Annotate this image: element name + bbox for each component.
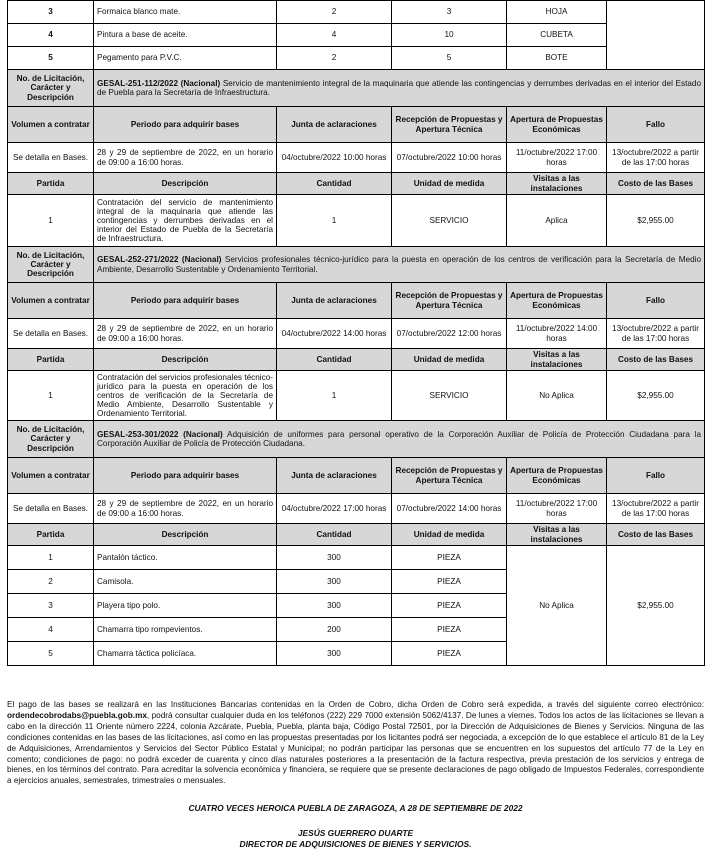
partida-header: Partida <box>8 349 94 371</box>
item-unit: SERVICIO <box>392 195 507 247</box>
fallo-header: Fallo <box>607 107 705 143</box>
item-unit: PIEZA <box>392 618 507 642</box>
item-description: Chamarra tipo rompevientos. <box>94 618 277 642</box>
item-number: 1 <box>8 546 94 570</box>
item-quantity: 300 <box>277 546 392 570</box>
schedule-header-row <box>8 283 705 319</box>
tenders-table-body <box>8 1 705 666</box>
junta-value: 04/octubre/2022 14:00 horas <box>277 319 392 349</box>
item-unit: PIEZA <box>392 570 507 594</box>
tender-title <box>94 421 705 458</box>
tender-title-row <box>8 247 705 283</box>
schedule-row <box>8 494 705 524</box>
items-header-row <box>8 173 705 195</box>
tender-description: Adquisición de uniformes para personal operativo de la Corporación Auxiliar de Policía de Protección Ciudadana para la Corporación Auxiliar de Policía de Protección Ciudadana. <box>97 429 701 448</box>
item-description: Pantalón táctico. <box>94 546 277 570</box>
volumen-value: Se detalla en Bases. <box>8 319 94 349</box>
periodo-header: Periodo para adquirir bases <box>94 458 277 494</box>
item-number: 3 <box>8 1 94 24</box>
licitacion-header: No. de Licitación, Carácter y Descripción <box>8 421 94 458</box>
unidad-header: Unidad de medida <box>392 173 507 195</box>
junta-header: Junta de aclaraciones <box>277 458 392 494</box>
apertura-header: Apertura de Propuestas Económicas <box>507 458 607 494</box>
item-description: Chamarra táctica policíaca. <box>94 642 277 666</box>
partida-header: Partida <box>8 173 94 195</box>
costo-header: Costo de las Bases <box>607 524 705 546</box>
recepcion-header: Recepción de Propuestas y Apertura Técnica <box>392 458 507 494</box>
tender-title <box>94 247 705 283</box>
tenders-document <box>7 0 704 666</box>
place-and-date: CUATRO VECES HEROICA PUEBLA DE ZARAGOZA, A 28 DE SEPTIEMBRE DE 2022 <box>188 803 523 813</box>
cantidad-header: Cantidad <box>277 349 392 371</box>
cantidad-header: Cantidad <box>277 524 392 546</box>
costo-header: Costo de las Bases <box>607 173 705 195</box>
payment-notice-intro: El pago de las bases se realizará en las Instituciones Bancarias contenidas en la Orden de Cobro, dicha Orden de Cobro será expedida, a través del siguiente correo electrónico: <box>7 700 704 709</box>
volumen-header: Volumen a contratar <box>8 458 94 494</box>
visitas-header: Visitas a las instalaciones <box>507 173 607 195</box>
volumen-header: Volumen a contratar <box>8 107 94 143</box>
signer-name: JESÚS GUERRERO DUARTE <box>297 828 414 838</box>
item-unit: PIEZA <box>392 642 507 666</box>
items-header-row <box>8 524 705 546</box>
item-unit: PIEZA <box>392 546 507 570</box>
payment-notice <box>7 700 704 787</box>
periodo-value: 28 y 29 de septiembre de 2022, en un horario de 09:00 a 16:00 horas. <box>94 319 277 349</box>
item-number: 4 <box>8 618 94 642</box>
table-row <box>8 1 705 24</box>
item-description: Pegamento para P.V.C. <box>94 47 277 70</box>
item-number: 1 <box>8 371 94 421</box>
recepcion-value: 07/octubre/2022 12:00 horas <box>392 319 507 349</box>
schedule-row <box>8 143 705 173</box>
item-quantity: 300 <box>277 570 392 594</box>
junta-header: Junta de aclaraciones <box>277 283 392 319</box>
visitas-header: Visitas a las instalaciones <box>507 349 607 371</box>
tenders-table <box>7 0 705 666</box>
cantidad-header: Cantidad <box>277 173 392 195</box>
tender-title-row <box>8 421 705 458</box>
recepcion-header: Recepción de Propuestas y Apertura Técnica <box>392 283 507 319</box>
item-quantity: 1 <box>277 195 392 247</box>
fallo-value: 13/octubre/2022 a partir de las 17:00 horas <box>607 143 705 173</box>
item-min-quantity: 4 <box>277 24 392 47</box>
costo-value: $2,955.00 <box>607 371 705 421</box>
item-max-quantity: 3 <box>392 1 507 24</box>
unidad-header: Unidad de medida <box>392 524 507 546</box>
item-description: Contratación del servicio de mantenimiento integral de la maquinaria que atiende las contingencias y derrumbes derivadas en el interior del Estado de Puebla de la Secretaría de Infraestructura. <box>94 195 277 247</box>
recepcion-header: Recepción de Propuestas y Apertura Técnica <box>392 107 507 143</box>
licitacion-header: No. de Licitación, Carácter y Descripción <box>8 247 94 283</box>
apertura-value: 11/octubre/2022 14:00 horas <box>507 319 607 349</box>
item-min-quantity: 2 <box>277 47 392 70</box>
periodo-value: 28 y 29 de septiembre de 2022, en un horario de 09:00 a 16:00 horas. <box>94 143 277 173</box>
apertura-value: 11/octubre/2022 17:00 horas <box>507 494 607 524</box>
apertura-header: Apertura de Propuestas Económicas <box>507 107 607 143</box>
tender-description: Servicios profesionales técnico-jurídico para la puesta en operación de los centros de verificación para la Secretaría de Medio Ambiente, Desarrollo Sustentable y Ordenamiento Territorial. <box>97 255 701 274</box>
items-header-row <box>8 349 705 371</box>
item-number: 1 <box>8 195 94 247</box>
tender-code: GESAL-252-271/2022 (Nacional) <box>97 255 222 265</box>
tender-title <box>94 70 705 107</box>
item-unit: HOJA <box>507 1 607 24</box>
payment-email: ordendecobrodabs@puebla.gob.mx <box>7 710 147 720</box>
item-number: 5 <box>8 47 94 70</box>
visitas-value: No Aplica <box>507 546 607 666</box>
item-description: Contratación del servicios profesionales técnico-jurídico para la puesta en operación de los centros de verificación de la Secretaría de Medio Ambiente, Desarrollo Sustentable y Ordenamiento Territorial. <box>94 371 277 421</box>
costo-value: $2,955.00 <box>607 546 705 666</box>
junta-header: Junta de aclaraciones <box>277 107 392 143</box>
volumen-header: Volumen a contratar <box>8 283 94 319</box>
item-description: Camisola. <box>94 570 277 594</box>
periodo-header: Periodo para adquirir bases <box>94 283 277 319</box>
volumen-value: Se detalla en Bases. <box>8 143 94 173</box>
periodo-value: 28 y 29 de septiembre de 2022, en un horario de 09:00 a 16:00 horas. <box>94 494 277 524</box>
item-quantity: 300 <box>277 594 392 618</box>
apertura-value: 11/octubre/2022 17:00 horas <box>507 143 607 173</box>
schedule-header-row <box>8 458 705 494</box>
fallo-header: Fallo <box>607 458 705 494</box>
costo-value: $2,955.00 <box>607 195 705 247</box>
recepcion-value: 07/octubre/2022 14:00 horas <box>392 494 507 524</box>
item-number: 2 <box>8 570 94 594</box>
fallo-value: 13/octubre/2022 a partir de las 17:00 horas <box>607 494 705 524</box>
item-min-quantity: 2 <box>277 1 392 24</box>
item-description: Formaica blanco mate. <box>94 1 277 24</box>
apertura-header: Apertura de Propuestas Económicas <box>507 283 607 319</box>
periodo-header: Periodo para adquirir bases <box>94 107 277 143</box>
item-quantity: 300 <box>277 642 392 666</box>
tender-code: GESAL-251-112/2022 (Nacional) <box>97 78 221 88</box>
visitas-header: Visitas a las instalaciones <box>507 524 607 546</box>
descripcion-header: Descripción <box>94 524 277 546</box>
costo-header: Costo de las Bases <box>607 349 705 371</box>
tender-description: Servicio de mantenimiento integral de la maquinaria que atiende las contingencias y derrumbes derivadas en el interior del Estado de Puebla para la Secretaría de Infraestructura. <box>97 78 702 97</box>
payment-notice-body: , podrá consultar cualquier duda en los teléfonos (222) 229 7000 extensión 5062/4137. De lunes a viernes. Todos los actos de las licitaciones se llevan a cabo en la dirección 11 Oriente número 2224, colonia Azcárate, Puebla, Puebla, planta baja, Código Postal 72501, por la Dirección de Adquisiciones de Bienes y Servicios. Ninguna de las condiciones contenidas en las bases de las licitaciones, así como en las propuestas presentadas por los licitantes podrá ser negociada, a excepción de lo que establece el artículo 81 de la Ley de Adquisiciones, Arrendamientos y Servicios del Sector Público Estatal y Municipal; no podrán participar las personas que se encuentren en los supuestos del artículo 77 de la Ley en comento; condiciones de pago: no podrá exceder de cuarenta y cinco días naturales posteriores a la presentación de la factura respectiva, previa prestación de los servicios y entrega de bienes, en los términos del contrato. Para acreditar la solvencia económica y financiera, se requiere que se presente declaraciones de pago obligado de Impuestos Federales, correspondiente a ejercicios anuales, semestrales, trimestrales o mensuales. <box>7 710 704 786</box>
volumen-value: Se detalla en Bases. <box>8 494 94 524</box>
descripcion-header: Descripción <box>94 173 277 195</box>
junta-value: 04/octubre/2022 17:00 horas <box>277 494 392 524</box>
item-description: Pintura a base de aceite. <box>94 24 277 47</box>
table-row <box>8 195 705 247</box>
tender-code: GESAL-253-301/2022 (Nacional) <box>97 429 223 439</box>
junta-value: 04/octubre/2022 10:00 horas <box>277 143 392 173</box>
table-row <box>8 546 705 570</box>
item-unit: SERVICIO <box>392 371 507 421</box>
item-unit: CUBETA <box>507 24 607 47</box>
table-row <box>8 47 705 70</box>
fallo-value: 13/octubre/2022 a partir de las 17:00 horas <box>607 319 705 349</box>
item-number: 4 <box>8 24 94 47</box>
item-number: 3 <box>8 594 94 618</box>
signer-title: DIRECTOR DE ADQUISICIONES DE BIENES Y SERVICIOS. <box>239 838 472 849</box>
blank-cell <box>607 1 705 70</box>
item-quantity: 200 <box>277 618 392 642</box>
item-max-quantity: 5 <box>392 47 507 70</box>
schedule-header-row <box>8 107 705 143</box>
partida-header: Partida <box>8 524 94 546</box>
recepcion-value: 07/octubre/2022 10:00 horas <box>392 143 507 173</box>
item-number: 5 <box>8 642 94 666</box>
licitacion-header: No. de Licitación, Carácter y Descripción <box>8 70 94 107</box>
visitas-value: No Aplica <box>507 371 607 421</box>
signature-block <box>7 828 704 849</box>
item-description: Playera tipo polo. <box>94 594 277 618</box>
schedule-row <box>8 319 705 349</box>
item-quantity: 1 <box>277 371 392 421</box>
tender-title-row <box>8 70 705 107</box>
descripcion-header: Descripción <box>94 349 277 371</box>
table-row <box>8 24 705 47</box>
fallo-header: Fallo <box>607 283 705 319</box>
item-unit: BOTE <box>507 47 607 70</box>
table-row <box>8 371 705 421</box>
item-unit: PIEZA <box>392 594 507 618</box>
item-max-quantity: 10 <box>392 24 507 47</box>
unidad-header: Unidad de medida <box>392 349 507 371</box>
visitas-value: Aplica <box>507 195 607 247</box>
